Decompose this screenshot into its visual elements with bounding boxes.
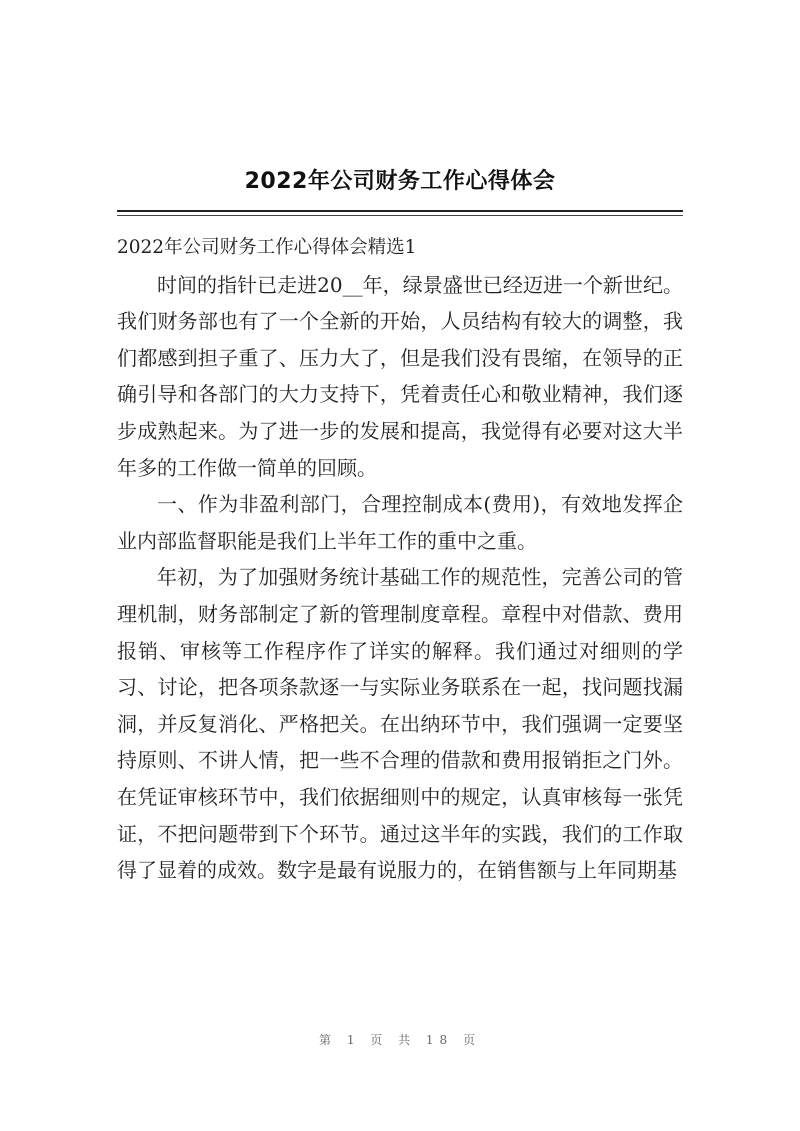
section-subtitle: 2022年公司财务工作心得体会精选1 xyxy=(117,237,417,258)
document-title: 2022年公司财务工作心得体会 xyxy=(244,169,556,194)
title-divider-thin xyxy=(117,215,683,216)
document-body xyxy=(117,230,683,889)
paragraph-3: 年初，为了加强财务统计基础工作的规范性，完善公司的管理机制，财务部制定了新的管理制度章程。章程中对借款、费用报销、审核等工作程序作了详实的解释。我们通过对细则的学习、讨论，把各项条款逐一与实际业务联系在一起，找问题找漏洞，并反复消化、严格把关。在出纳环节中，我们强调一定要坚持原则、不讲人情，把一些不合理的借款和费用报销拒之门外。在凭证审核环节中，我们依据细则中的规定，认真审核每一张凭证，不把问题带到下个环节。通过这半年的实践，我们的工作取得了显着的成效。数字是最有说服力的，在销售额与上年同期基 xyxy=(117,565,683,883)
paragraph-1: 时间的指针已走进20__年，绿景盛世已经迈进一个新世纪。我们财务部也有了一个全新的开始，人员结构有较大的调整，我们都感到担子重了、压力大了，但是我们没有畏缩，在领导的正确引导和各部门的大力支持下，凭着责任心和敬业精神，我们逐步成熟起来。为了进一步的发展和提高，我觉得有必要对这大半年多的工作做一简单的回顾。 xyxy=(117,272,683,480)
paragraph-2: 一、作为非盈利部门，合理控制成本(费用)，有效地发挥企业内部监督职能是我们上半年工作的重中之重。 xyxy=(117,492,683,553)
page-number-footer: 第 1 页 共 18 页 xyxy=(319,1033,481,1047)
title-divider xyxy=(117,210,683,212)
